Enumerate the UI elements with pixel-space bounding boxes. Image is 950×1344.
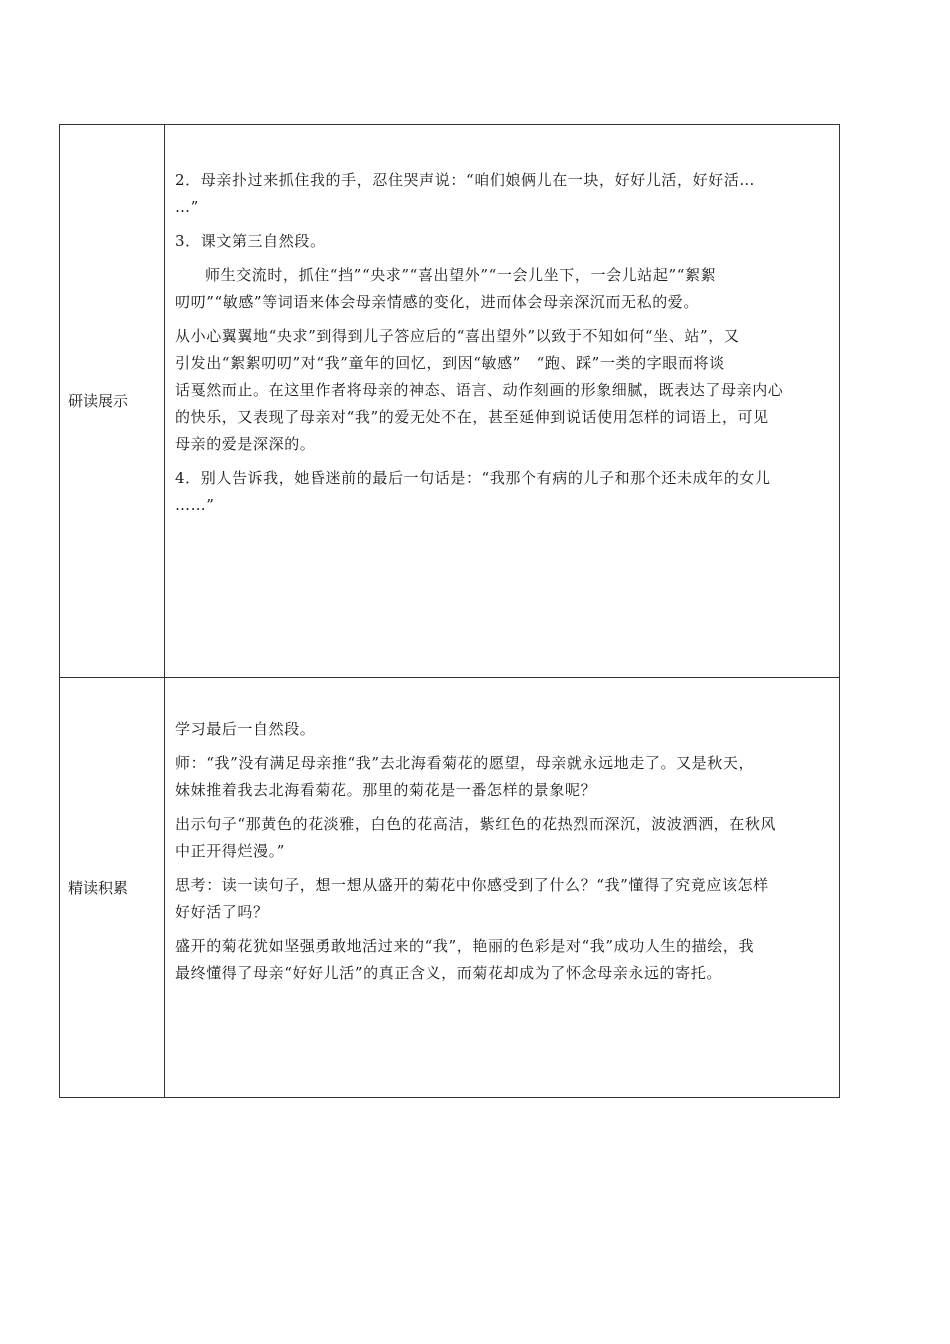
- row-label: 研读展示: [68, 392, 129, 410]
- paragraph-item-4: 4．别人告诉我，她昏迷前的最后一句话是：“我那个有病的儿子和那个还未成年的女儿 ……”: [175, 469, 771, 514]
- close-reading-content: [175, 678, 829, 987]
- paragraph-think: 思考：读一读句子，想一想从盛开的菊花中你感受到了什么？“我”懂得了究竟应该怎样 好好活了吗？: [175, 876, 769, 921]
- paragraph-item-3: 3．课文第三自然段。: [175, 232, 326, 250]
- row-label-cell: [60, 125, 165, 678]
- row-label-cell: [60, 678, 165, 1098]
- row-content-cell: [165, 678, 840, 1098]
- paragraph-teacher: 师：“我”没有满足母亲推“我”去北海看菊花的愿望，母亲就永远地走了。又是秋天， 妹妹推着我去北海看菊花。那里的菊花是一番怎样的景象呢？: [175, 754, 755, 799]
- lesson-table: [59, 124, 840, 1098]
- paragraph-study: 学习最后一自然段。: [175, 720, 316, 738]
- row-content-cell: [165, 125, 840, 678]
- paragraph-sentence: 出示句子“那黄色的花淡雅，白色的花高洁，紫红色的花热烈而深沉，波波洒洒，在秋风 中正开得烂漫。”: [175, 815, 777, 860]
- paragraph-item-2: 2．母亲扑过来抓住我的手，忍住哭声说：“咱们娘俩儿在一块，好好儿活，好好活… …”: [175, 171, 756, 216]
- paragraph-discussion: 师生交流时，抓住“挡”“央求”“喜出望外”“一会儿坐下，一会儿站起”“絮絮 叨叨”“敏感”等词语来体会母亲情感的变化，进而体会母亲深沉而无私的爱。: [175, 266, 717, 311]
- row-label: 精读积累: [68, 878, 129, 897]
- table-row-close-reading: [60, 678, 840, 1098]
- table-row-research: [60, 125, 840, 678]
- paragraph-analysis: 从小心翼翼地“央求”到得到儿子答应后的“喜出望外”以致于不知如何“坐、站”，又 引发出“絮絮叨叨”对“我”童年的回忆，到因“敏感” “跑、踩”一类的字眼而将谈 话戛然而止。在这里作者将母亲的神态、语言、动作刻画的形象细腻，既表达了母亲内心 的快乐，又表现了母亲对“我”的爱无处不在，甚至延伸到说话使用怎样的词语上，可见 母亲的爱是深深的。: [175, 327, 784, 453]
- research-content: [175, 125, 829, 519]
- paragraph-conclusion: 盛开的菊花犹如坚强勇敢地活过来的“我”，艳丽的色彩是对“我”成功人生的描绘，我 最终懂得了母亲“好好儿活”的真正含义，而菊花却成为了怀念母亲永远的寄托。: [175, 937, 755, 982]
